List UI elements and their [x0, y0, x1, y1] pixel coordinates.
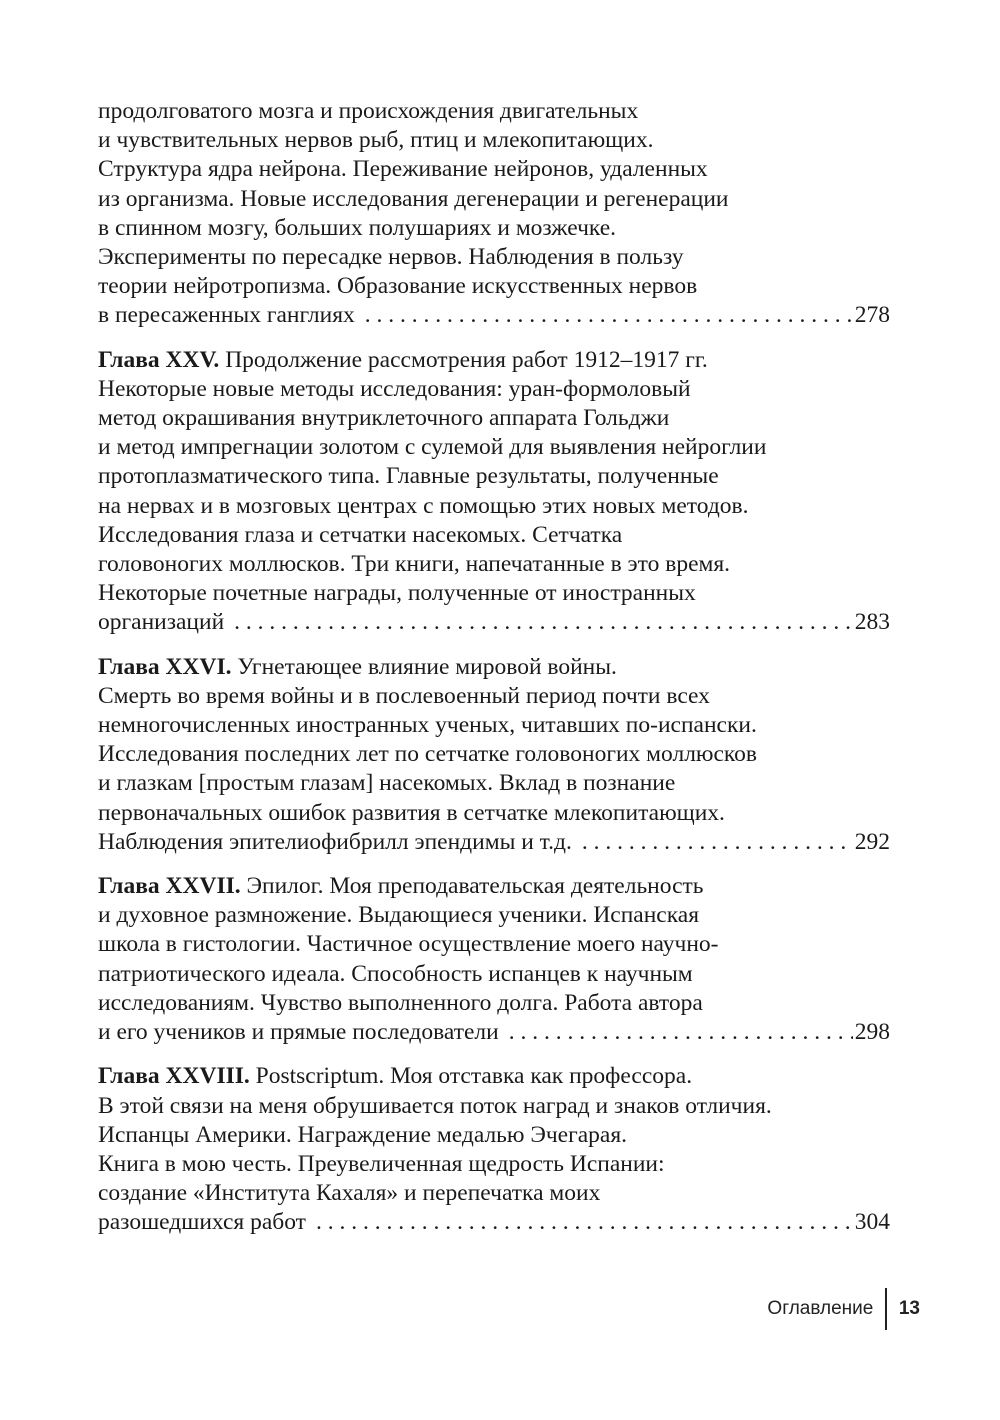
- entry-line: Эпилог. Моя преподавательская деятельность: [240, 873, 704, 900]
- table-of-contents: [98, 97, 890, 1253]
- entry-line: немногочисленных иностранных ученых, читавших по-испански.: [98, 712, 757, 739]
- entry-line: патриотического идеала. Способность испанцев к научным: [98, 960, 693, 987]
- entry-last-line: [98, 1208, 890, 1237]
- chapter-heading: Глава XXVI.: [98, 653, 232, 680]
- toc-entry-chapter-27: [98, 872, 890, 1047]
- entry-line: Некоторые новые методы исследования: уран-формоловый: [98, 375, 691, 402]
- entry-line: первоначальных ошибок развития в сетчатке млекопитающих.: [98, 799, 725, 826]
- entry-line: Некоторые почетные награды, полученные от иностранных: [98, 580, 696, 607]
- dot-leader: [365, 301, 853, 330]
- entry-last-line: [98, 301, 890, 330]
- entry-line: В этой связи на меня обрушивается поток наград и знаков отличия.: [98, 1092, 772, 1119]
- entry-last-text: организаций: [98, 609, 225, 636]
- entry-line: на нервах и в мозговых центрах с помощью этих новых методов.: [98, 492, 749, 519]
- entry-line: из организма. Новые исследования дегенерации и регенерации: [98, 185, 729, 212]
- entry-line: школа в гистологии. Частичное осуществление моего научно-: [98, 931, 719, 958]
- entry-last-line: [98, 828, 890, 857]
- page-footer: [767, 1288, 920, 1330]
- entry-line: и чувствительных нервов рыб, птиц и млекопитающих.: [98, 127, 654, 154]
- entry-page-number: 283: [854, 609, 890, 636]
- entry-line: Испанцы Америки. Награждение медалью Эчегарая.: [98, 1121, 628, 1148]
- entry-line: Книга в мою честь. Преувеличенная щедрость Испании:: [98, 1150, 665, 1177]
- entry-last-text: разошедшихся работ: [98, 1209, 306, 1236]
- toc-entry-chapter-25: [98, 346, 890, 638]
- entry-line: Исследования последних лет по сетчатке головоногих моллюсков: [98, 741, 757, 768]
- entry-page-number: 298: [854, 1019, 890, 1046]
- toc-entry-continuation: [98, 97, 890, 331]
- toc-entry-chapter-28: [98, 1062, 890, 1237]
- entry-line: продолговатого мозга и происхождения двигательных: [98, 98, 639, 124]
- entry-line: Эксперименты по пересадке нервов. Наблюдения в пользу: [98, 244, 684, 271]
- running-footer-section: Оглавление: [767, 1298, 874, 1319]
- entry-last-text: и его учеников и прямые последователи: [98, 1019, 499, 1046]
- entry-line: Продолжение рассмотрения работ 1912–1917 гг.: [219, 346, 708, 373]
- entry-line: и метод импрегнации золотом с сулемой для выявления нейроглии: [98, 434, 767, 461]
- entry-line: Смерть во время войны и в послевоенный период почти всех: [98, 682, 710, 709]
- entry-line: метод окрашивания внутриклеточного аппарата Гольджи: [98, 405, 670, 432]
- dot-leader: [582, 828, 853, 857]
- page-number: 13: [898, 1298, 920, 1319]
- entry-first-line: [98, 653, 890, 682]
- entry-line: Угнетающее влияние мировой войны.: [231, 653, 617, 680]
- entry-last-text: в пересаженных ганглиях: [98, 302, 355, 329]
- entry-page-number: 292: [854, 828, 890, 855]
- entry-line: в спинном мозгу, больших полушариях и мозжечке.: [98, 214, 617, 241]
- entry-page-number: 304: [854, 1209, 890, 1236]
- dot-leader: [234, 608, 853, 637]
- entry-line: протоплазматического типа. Главные результаты, полученные: [98, 463, 719, 490]
- entry-first-line: [98, 1062, 890, 1091]
- dot-leader: [316, 1208, 853, 1237]
- entry-line: и глазкам [простым глазам] насекомых. Вклад в познание: [98, 770, 676, 797]
- entry-page-number: 278: [854, 302, 890, 329]
- entry-line: теории нейротропизма. Образование искусственных нервов: [98, 273, 698, 300]
- entry-line: Исследования глаза и сетчатки насекомых. Сетчатка: [98, 521, 623, 548]
- entry-line: исследованиям. Чувство выполненного долга. Работа автора: [98, 989, 703, 1016]
- chapter-heading: Глава XXVIII.: [98, 1063, 250, 1090]
- entry-last-line: [98, 608, 890, 637]
- entry-line: создание «Института Кахаля» и перепечатка моих: [98, 1180, 601, 1207]
- dot-leader: [509, 1018, 853, 1047]
- entry-first-line: [98, 346, 890, 375]
- entry-last-line: [98, 1018, 890, 1047]
- entry-line: Структура ядра нейрона. Переживание нейронов, удаленных: [98, 156, 708, 183]
- entry-first-line: [98, 872, 890, 901]
- entry-line: и духовное размножение. Выдающиеся ученики. Испанская: [98, 902, 700, 929]
- entry-line: головоногих моллюсков. Три книги, напечатанные в это время.: [98, 551, 731, 578]
- entry-line: Postscriptum. Моя отставка как профессора.: [249, 1063, 693, 1090]
- entry-last-text: Наблюдения эпителиофибрилл эпендимы и т.д.: [98, 828, 572, 855]
- chapter-heading: Глава XXVII.: [98, 873, 241, 900]
- chapter-heading: Глава XXV.: [98, 346, 220, 373]
- toc-entry-chapter-26: [98, 653, 890, 857]
